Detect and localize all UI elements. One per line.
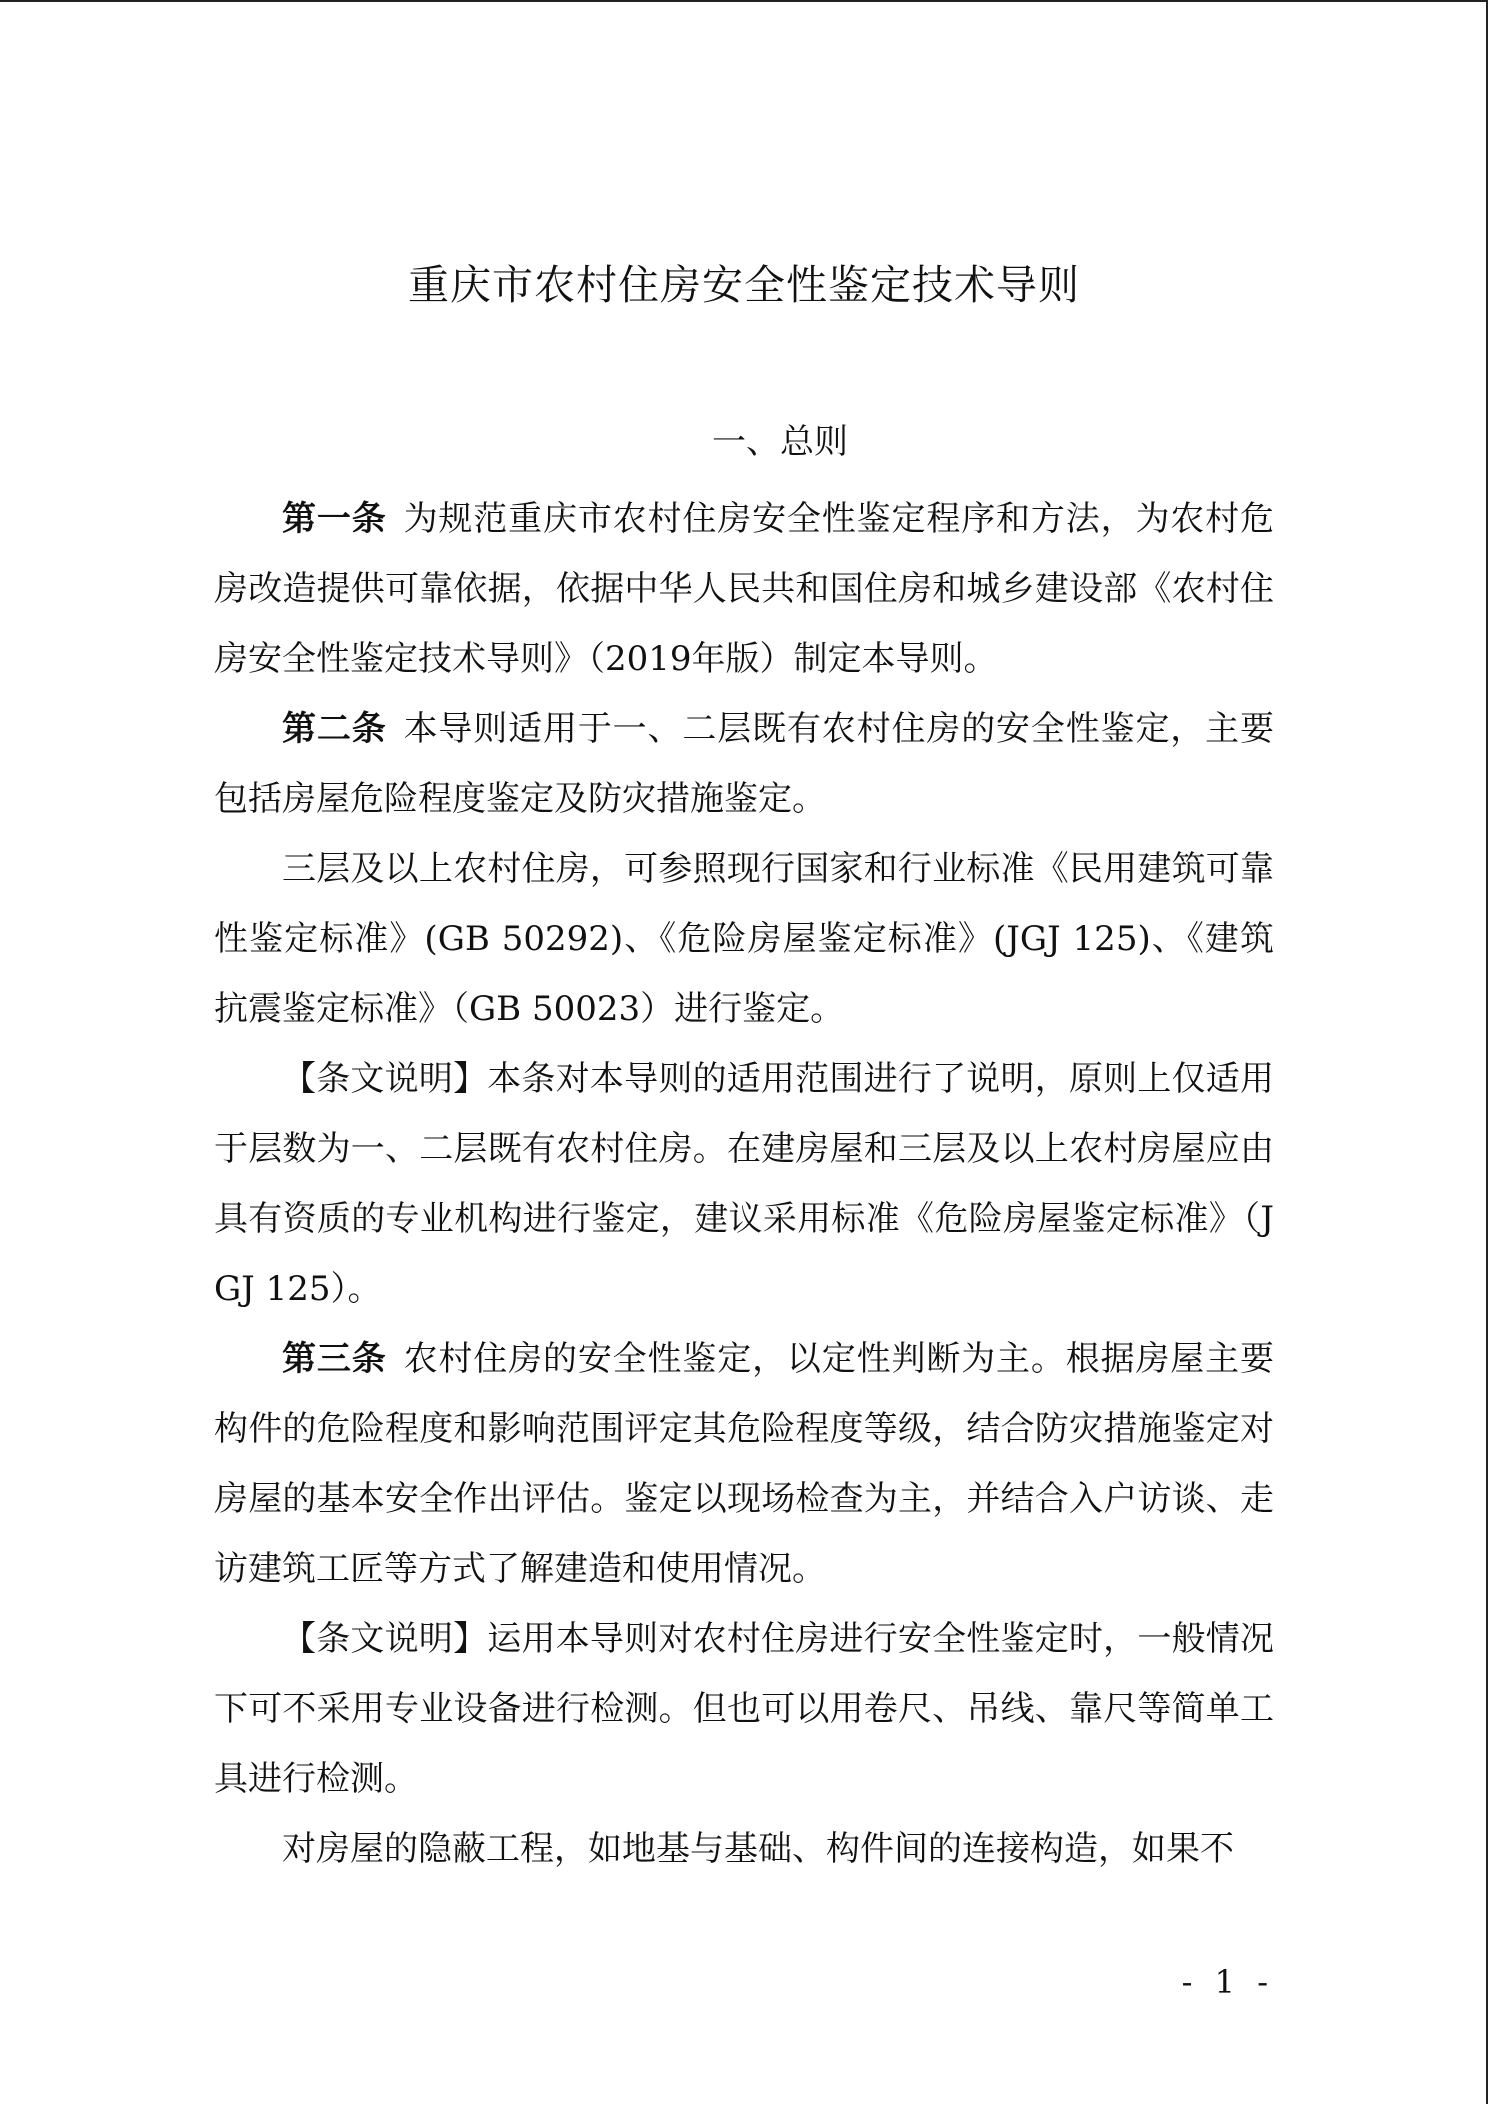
document-title: 重庆市农村住房安全性鉴定技术导则 [408,261,1080,309]
paragraph-text: 【条文说明】本条对本导则的适用范围进行了说明，原则上仅适用于层数为一、二层既有农村住房。在建房屋和三层及以上农村房屋应由具有资质的专业机构进行鉴定，建议采用标准《危险房屋鉴定标准》（JGJ 125）。 [214,1059,1274,1309]
article-number: 第一条 [282,499,387,539]
paragraph-text: 三层及以上农村住房，可参照现行国家和行业标准《民用建筑可靠性鉴定标准》(GB 50292)、《危险房屋鉴定标准》(JGJ 125)、《建筑抗震鉴定标准》（GB 50023）进行鉴定。 [214,849,1274,1029]
paragraph-explanation-2 [214,1044,1274,1324]
paragraph-article-3 [214,1324,1274,1604]
paragraph-explanation-3-continued [214,1814,1274,1884]
article-number: 第二条 [282,709,387,749]
paragraph-article-2-continued [214,834,1274,1044]
paragraph-text: 【条文说明】运用本导则对农村住房进行安全性鉴定时，一般情况下可不采用专业设备进行检测。但也可以用卷尺、吊线、靠尺等简单工具进行检测。 [214,1619,1274,1799]
page-number: - 1 - [1181,1963,1274,2001]
section-heading: 一、总则 [712,422,848,462]
paragraph-article-2 [214,694,1274,834]
paragraph-text: 为规范重庆市农村住房安全性鉴定程序和方法，为农村危房改造提供可靠依据，依据中华人民共和国住房和城乡建设部《农村住房安全性鉴定技术导则》（2019年版）制定本导则。 [214,499,1275,679]
paragraph-explanation-3 [214,1604,1274,1814]
paragraph-article-1 [214,484,1274,694]
paragraph-text: 对房屋的隐蔽工程，如地基与基础、构件间的连接构造，如果不 [282,1829,1234,1869]
page-border-top [0,0,1488,2]
article-number: 第三条 [282,1339,387,1379]
paragraph-text: 农村住房的安全性鉴定，以定性判断为主。根据房屋主要构件的危险程度和影响范围评定其危险程度等级，结合防灾措施鉴定对房屋的基本安全作出评估。鉴定以现场检查为主，并结合入户访谈、走访建筑工匠等方式了解建造和使用情况。 [214,1339,1275,1589]
document-body [214,484,1274,1884]
paragraph-text: 本导则适用于一、二层既有农村住房的安全性鉴定，主要包括房屋危险程度鉴定及防灾措施鉴定。 [214,709,1275,819]
